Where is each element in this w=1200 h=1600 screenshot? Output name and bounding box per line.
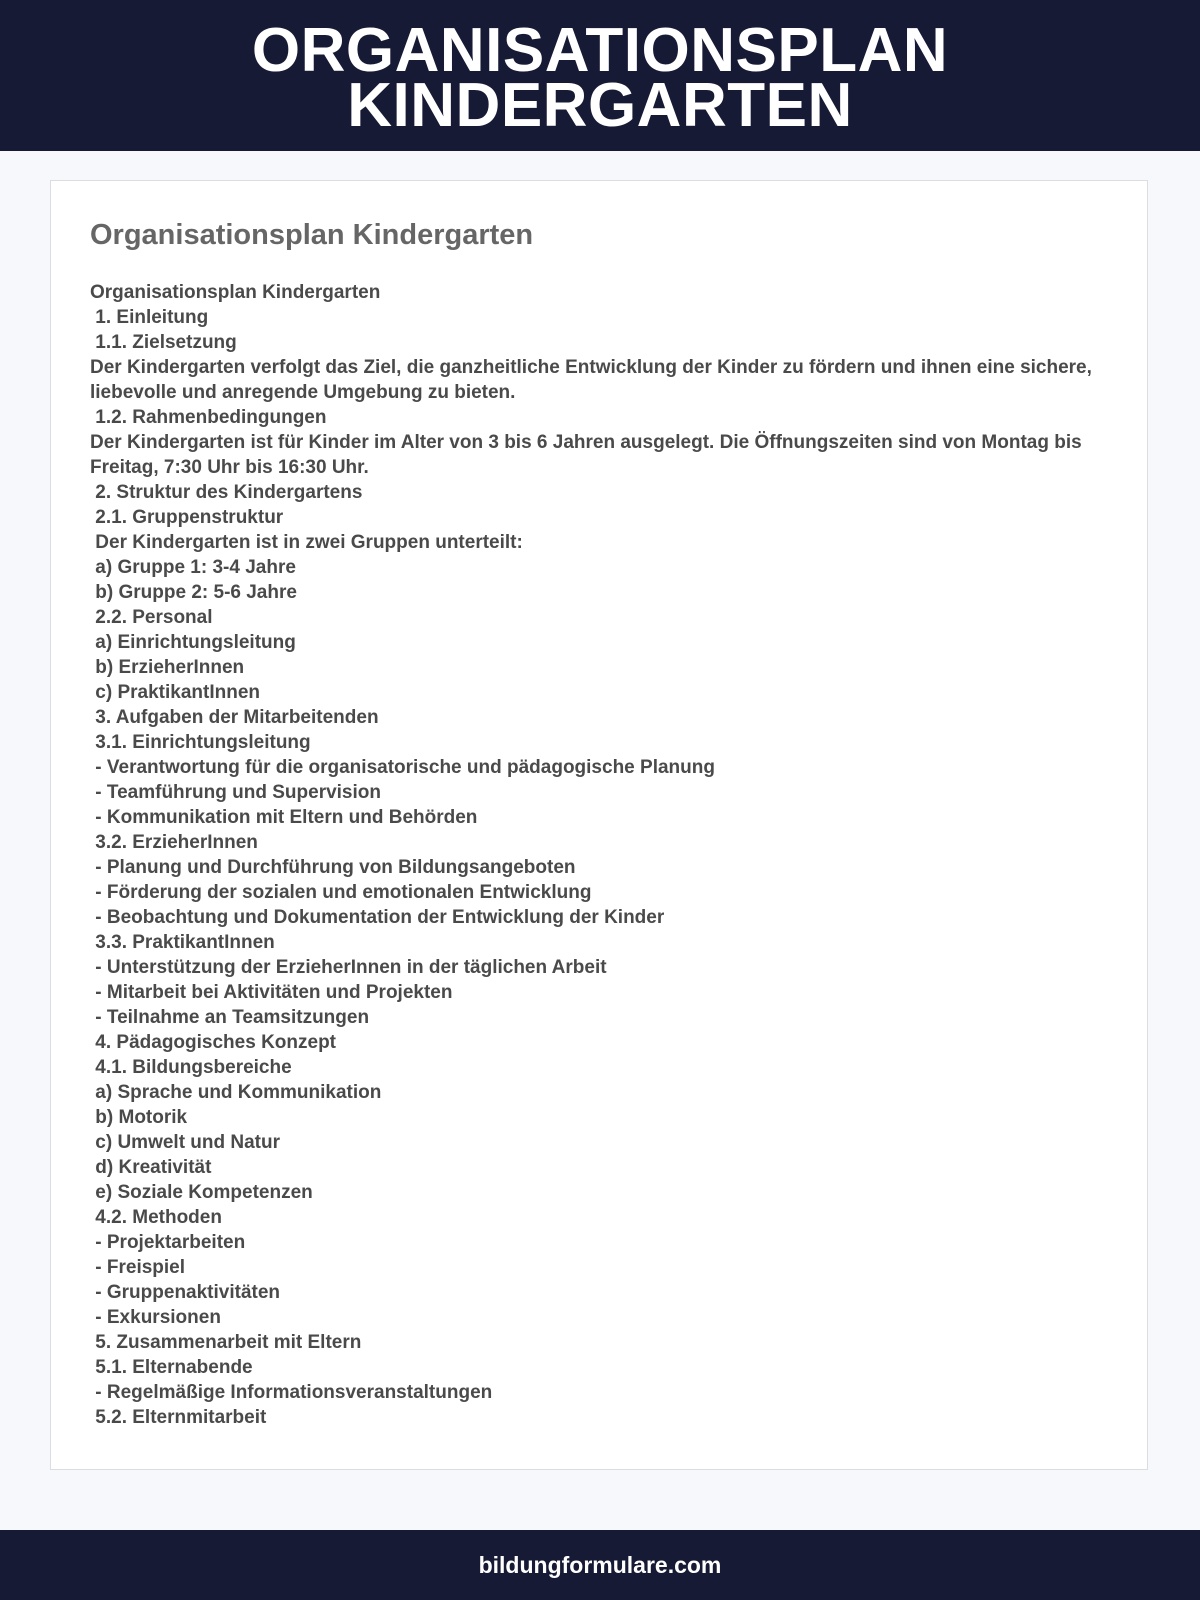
document-line: Organisationsplan Kindergarten [90,282,381,303]
document-line: Der Kindergarten ist in zwei Gruppen unterteilt: [90,532,523,553]
document-line: 2.2. Personal [90,607,213,628]
document-line: - Projektarbeiten [90,1232,246,1253]
footer-site-name: bildungformulare.com [478,1551,722,1578]
document-line: 3.3. PraktikantInnen [90,932,275,953]
document-line: 4.2. Methoden [90,1207,222,1228]
document-line: - Verantwortung für die organisatorische und pädagogische Planung [90,757,715,778]
document-line: - Teamführung und Supervision [90,782,381,803]
document-line: 1.1. Zielsetzung [90,332,237,353]
document-line: 2.1. Gruppenstruktur [90,507,284,528]
banner-title-line-2: KINDERGARTEN [347,70,853,140]
document-line: 5.2. Elternmitarbeit [90,1407,267,1428]
document-line: b) Gruppe 2: 5-6 Jahre [90,582,297,603]
document-line: - Förderung der sozialen und emotionalen Entwicklung [90,882,592,903]
document-line: Der Kindergarten verfolgt das Ziel, die ganzheitliche Entwicklung der Kinder zu fördern und ihnen eine sichere, liebevolle und anregende Umgebung zu bieten. [90,357,1098,403]
document-card [50,180,1148,1470]
document-line: c) PraktikantInnen [90,682,260,703]
document-line: 2. Struktur des Kindergartens [90,482,363,503]
document-line: - Mitarbeit bei Aktivitäten und Projekten [90,982,453,1003]
document-line: - Teilnahme an Teamsitzungen [90,1007,370,1028]
document-line: 3.1. Einrichtungsleitung [90,732,311,753]
document-line: Der Kindergarten ist für Kinder im Alter von 3 bis 6 Jahren ausgelegt. Die Öffnungszeiten sind von Montag bis Freitag, 7:30 Uhr bis 16:30 Uhr. [90,432,1087,478]
document-line: d) Kreativität [90,1157,212,1178]
document-line: a) Einrichtungsleitung [90,632,296,653]
document-body [90,280,1110,1430]
document-line: 4. Pädagogisches Konzept [90,1032,337,1053]
document-line: - Exkursionen [90,1307,221,1328]
document-line: b) Motorik [90,1107,188,1128]
document-line: - Freispiel [90,1257,186,1278]
footer-banner [0,1530,1200,1600]
document-line: 4.1. Bildungsbereiche [90,1057,292,1078]
document-line: a) Gruppe 1: 3-4 Jahre [90,557,296,578]
document-line: 1.2. Rahmenbedingungen [90,407,327,428]
document-line: c) Umwelt und Natur [90,1132,281,1153]
document-line: b) ErzieherInnen [90,657,245,678]
document-line: - Unterstützung der ErzieherInnen in der täglichen Arbeit [90,957,607,978]
title-banner [0,0,1200,151]
document-line: 1. Einleitung [90,307,209,328]
document-line: 3.2. ErzieherInnen [90,832,258,853]
document-line: - Regelmäßige Informationsveranstaltungen [90,1382,493,1403]
document-line: 5.1. Elternabende [90,1357,253,1378]
document-line: - Planung und Durchführung von Bildungsangeboten [90,857,576,878]
document-line: - Gruppenaktivitäten [90,1282,281,1303]
document-line: 3. Aufgaben der Mitarbeitenden [90,707,379,728]
banner-title-line-1: ORGANISATIONSPLAN [251,15,949,85]
document-line: 5. Zusammenarbeit mit Eltern [90,1332,362,1353]
document-line: e) Soziale Kompetenzen [90,1182,313,1203]
document-line: a) Sprache und Kommunikation [90,1082,382,1103]
document-heading: Organisationsplan Kindergarten [90,219,534,251]
document-line: - Beobachtung und Dokumentation der Entwicklung der Kinder [90,907,665,928]
banner-title [251,15,949,140]
document-line: - Kommunikation mit Eltern und Behörden [90,807,478,828]
